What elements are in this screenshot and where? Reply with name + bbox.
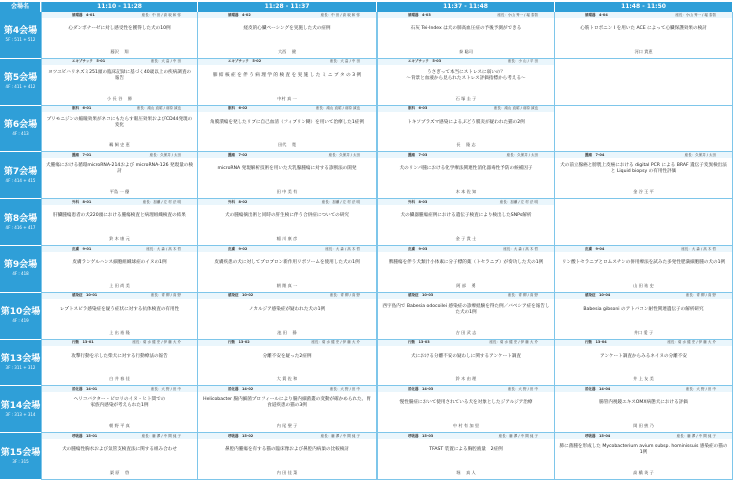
- session-code: 眼科 6-02: [228, 106, 248, 111]
- presenter-name: 平島 一 優: [109, 189, 130, 195]
- session-code: 行動 13-03: [408, 340, 430, 345]
- presentation-title: 犬腫瘍における循環microRNA-214および microRNA-126 発現量の検討: [46, 163, 193, 175]
- session-cell: [555, 340, 733, 387]
- session-chair: 座長：小山 秀一 / 堀 泰智: [675, 12, 716, 17]
- presenter-name: 鈴 木 由 理: [455, 376, 477, 382]
- session-cell: [377, 293, 555, 340]
- room-floor: 4F : 416 + 417: [5, 224, 36, 230]
- room-floor: 5F : 511 + 512: [5, 37, 36, 43]
- session-code: 循環器 4-04: [585, 12, 608, 17]
- session-chair: 座長：小 山 / 平 田: [507, 59, 538, 64]
- presenter-name: 田代 寛: [277, 142, 297, 148]
- presenter-name: 井口 愛 子: [633, 329, 654, 335]
- room-name: 第14会場: [0, 400, 41, 411]
- presenter-name: 中村 真 一: [277, 95, 297, 101]
- presenter-name: 藤沢 翔: [110, 48, 129, 54]
- presenter-name: 河口 貴恵: [634, 48, 653, 54]
- session-cell: [377, 246, 555, 293]
- presenter-name: 大 貫 佐 和: [276, 376, 298, 382]
- session-chair: 座長：藤 澤 / 中 間 純 子: [141, 433, 181, 438]
- presenter-name: 阿 部 勇: [456, 282, 476, 288]
- presenter-name: 石 塚 圭 子: [455, 95, 477, 101]
- presenter-name: 木 本 佐 知: [455, 189, 477, 195]
- session-code: 皮膚 9-04: [585, 246, 605, 251]
- session-chair: 座長：青 柳 / 高 野: [507, 293, 538, 298]
- time-slot-header: 11:28 - 11:37: [198, 2, 377, 12]
- presentation-title: 心筋トロポニン I を用いた ACE によって心臓保護効果の検討: [580, 26, 707, 31]
- session-cell: [198, 12, 377, 59]
- session-cell: [42, 59, 198, 106]
- room-floor: 4F : 418: [12, 271, 29, 277]
- session-code: 消化器 14-01: [72, 386, 98, 391]
- session-code: 行動 13-02: [228, 340, 250, 345]
- room-label: [0, 293, 41, 340]
- time-slot-header: 11:48 - 11:50: [555, 2, 733, 12]
- session-cell: [198, 386, 377, 433]
- room-label: [0, 59, 41, 106]
- session-chair: 座長：大 野 / 田 中: [329, 386, 360, 391]
- session-code: 皮膚 9-02: [228, 246, 248, 251]
- session-chair: 座長：滝山 直昭 / 前原 誠也: [136, 106, 181, 111]
- room-floor: 4F : 411 + 412: [5, 84, 36, 90]
- session-chair: 座長：菊 水 健 史 / 伊 藤 大 介: [489, 340, 538, 345]
- session-code: 感染症 10-02: [228, 293, 254, 298]
- presentation-title: 慢性腸症において使用されている犬を対象としたジアルジア治療: [399, 400, 533, 406]
- room-label: [0, 246, 41, 293]
- session-chair: 座長：中 田 / 高 坂 和 弥: [141, 12, 181, 17]
- session-code: 感染症 10-04: [585, 293, 611, 298]
- session-chair: 座長：藤 澤 / 中 間 純 子: [676, 433, 716, 438]
- session-cell: [555, 293, 733, 340]
- session-cell: [198, 106, 377, 153]
- session-code: 皮膚 9-03: [408, 246, 428, 251]
- session-cell: [198, 340, 377, 387]
- presenter-name: 鵜 飼 史 恵: [109, 142, 130, 148]
- session-code: 外科 8-03: [408, 199, 428, 204]
- session-chair: 座長：滝山 直昭 / 前原 誠也: [315, 106, 360, 111]
- presentation-title: 犬の腫瘍性胸水および気管支検査法に関する組み合わせ: [62, 447, 177, 453]
- presentation-title: 角膜潰瘍を発したリブに自己血清（フィブリン糊）を用いて治療した1症例: [210, 119, 364, 125]
- session-cell: [377, 59, 555, 106]
- session-chair: 座長：加瀬 / 左 村 法 明: [499, 199, 538, 204]
- session-cell: [42, 106, 198, 153]
- session-chair: 座長：中 田 / 高 坂 和 弥: [320, 12, 360, 17]
- session-code: 腫瘍 7-01: [72, 152, 92, 157]
- presentation-title: 経皮的心臓ペーシングを実施した犬の症例: [243, 26, 331, 31]
- presentation-title: Helicobacter 腸内細菌プロフィールにより腸内細菌叢の変動が確かめられた、胃食道疾患の猫の3例: [203, 397, 371, 409]
- presenter-name: 長 隆 志: [456, 142, 476, 148]
- room-label: [0, 199, 41, 246]
- session-code: 循環器 4-01: [72, 12, 95, 17]
- session-chair: 座長：藤 澤 / 中 間 純 子: [498, 433, 538, 438]
- session-code: 腫瘍 7-02: [228, 152, 248, 157]
- session-code: 感染症 10-01: [72, 293, 98, 298]
- session-cell: [198, 433, 377, 480]
- session-code: 腫瘍 7-03: [408, 152, 428, 157]
- session-chair: 座長：大 森 / 高 木 哲: [681, 246, 716, 251]
- presentation-title: アンケート調査からみるネイヌの分離不安: [600, 353, 687, 359]
- presenter-name: 山 田 祐 史: [633, 282, 654, 288]
- presentation-title: TFAST 装置による胸腔液量 2症例: [429, 447, 503, 453]
- presenter-name: 井 上 友 美: [633, 376, 654, 382]
- session-chair: 座長：久保井 / 太田: [506, 152, 538, 157]
- session-code: 感染症 10-03: [408, 293, 434, 298]
- session-cell: [555, 433, 733, 480]
- session-code: 呼吸器 15-02: [228, 433, 254, 438]
- room-label: [0, 12, 41, 59]
- presenter-name: 上 田 尚 美: [109, 282, 130, 288]
- session-code: 行動 13-01: [72, 340, 94, 345]
- session-cell: [198, 199, 377, 246]
- session-cell: [198, 59, 377, 106]
- room-label: [0, 340, 41, 387]
- session-code: 眼科 6-03: [408, 106, 428, 111]
- room-name: 第5会場: [3, 73, 38, 84]
- room-name: 第10会場: [0, 307, 41, 318]
- session-code: 呼吸器 15-04: [585, 433, 611, 438]
- session-cell: [377, 106, 555, 153]
- room-name: 第8会場: [3, 213, 38, 224]
- session-cell: [42, 246, 198, 293]
- presentation-title: ノカルジア感染症が疑われた犬の1例: [248, 306, 326, 312]
- presentation-title: リン酸トセラニブとロムスチンの併用療法を試みた多発性肥満細胞腫の犬の1例: [561, 260, 726, 265]
- session-cell: [42, 386, 198, 433]
- presentation-title: 犬における分離不安の疑わしに関するアンケート調査: [411, 353, 521, 359]
- session-cell: [555, 386, 733, 433]
- presenter-name: 白 井 春 佳: [109, 376, 130, 382]
- presenter-name: 朝 隈 真 一: [276, 282, 298, 288]
- session-code: エキゾチック 5-03: [408, 59, 442, 64]
- session-chair: 座長：大 野 / 田 中: [150, 386, 181, 391]
- room-floor: 3F : 311 + 312: [5, 364, 36, 370]
- session-code: 皮膚 9-01: [72, 246, 92, 251]
- presenter-name: 高 橋 英 子: [633, 469, 654, 475]
- session-cell: [377, 340, 555, 387]
- presentation-title: microRNA 発現解析技術を用いた犬乳腺腫瘍に対する診断法の開発: [217, 166, 357, 172]
- session-code: 腫瘍 7-04: [585, 152, 605, 157]
- presentation-title: 攻撃行動を示した柴犬に対する行動療法の報告: [71, 353, 168, 359]
- presentation-title: レプトスピラ感染症を疑う症状に対する抗体検査の有用性: [59, 306, 180, 312]
- presenter-name: 吉 田 武 志: [455, 329, 477, 335]
- presenter-name: 栗 原 啓: [109, 469, 130, 475]
- presentation-title: 犬の臓器腫瘍症例における遺伝子検査により検出したSNPs解析: [400, 213, 532, 219]
- presenter-name: 中 村 有 加 里: [452, 423, 480, 429]
- session-cell: [555, 152, 733, 199]
- session-chair: 座長：菊 水 健 史 / 伊 藤 大 介: [667, 340, 716, 345]
- session-cell: [42, 199, 198, 246]
- presenter-name: 堀 真 人: [456, 469, 476, 475]
- presentation-title: 脾腫瘍を伴う犬類汁小体素に分子標的薬（トセラニブ）が奏功した犬の1例: [388, 260, 544, 265]
- session-chair: 座長：滝山 直昭 / 前原 誠也: [493, 106, 538, 111]
- session-chair: 座長：久保井 / 太田: [149, 152, 181, 157]
- presenter-name: 金 谷 王 平: [633, 189, 654, 195]
- session-code: 呼吸器 15-01: [72, 433, 98, 438]
- room-label: [0, 106, 41, 153]
- presenter-name: 稲 川 康 彦: [276, 235, 298, 241]
- room-name: 第7会場: [3, 166, 38, 177]
- session-chair: 座長：青 柳 / 高 野: [685, 293, 716, 298]
- presentation-title: プリモニジンの縮瞳効果がネコにもたらす眼圧効果およびCD44発現の変化: [46, 116, 193, 128]
- presentation-title: 西宇島内で Babesia odocoilei 感染症の診療経験を得た例／バベシア症を報告した犬の1例: [382, 303, 550, 315]
- presentation-title: 肝臓腫瘍患者の犬220頭における腫瘍検査と病理組織検査の結果: [53, 213, 186, 219]
- room-floor: 3F : 313 + 314: [5, 411, 36, 417]
- presentation-title: ヨツユビハリネズミ251頭の臨床記録に基づく40歳以上の疾病調査の報告: [47, 69, 192, 81]
- session-cell: [377, 433, 555, 480]
- room-label: [0, 152, 41, 199]
- session-chair: 座長：小山 秀一 / 堀 泰智: [497, 12, 538, 17]
- session-cell: [42, 12, 198, 59]
- session-code: 外科 8-01: [72, 199, 92, 204]
- session-cell: [377, 386, 555, 433]
- session-cell: [198, 152, 377, 199]
- presentation-title: 皮膚ランゲルハンス細胞組織球症のイヌの1例: [72, 260, 167, 265]
- presenter-name: 池 田 静: [277, 329, 297, 335]
- session-cell: [198, 246, 377, 293]
- session-chair: 座長：久保井 / 太田: [328, 152, 360, 157]
- presentation-title: 鼻腔内腫瘍を有する猫の臨床像および鼻腔内病巣の比較検討: [224, 447, 350, 453]
- session-chair: 座長：加瀬 / 左 村 法 明: [321, 199, 360, 204]
- room-floor: 3F : 315: [12, 458, 29, 464]
- session-chair: 座長：青 柳 / 高 野: [150, 293, 181, 298]
- room-name: 第13会場: [0, 353, 41, 364]
- room-name: 第9会場: [3, 260, 38, 271]
- session-chair: 座長：藤 澤 / 中 間 純 子: [320, 433, 360, 438]
- presentation-title: 腸管内視鏡エキスOMX病態犬における評価: [599, 400, 688, 406]
- header-room-label: 会場名: [0, 2, 41, 12]
- session-cell: [555, 246, 733, 293]
- session-code: エキゾチック 5-02: [228, 59, 262, 64]
- presenter-name: 内 田 佳 菜: [276, 469, 298, 475]
- session-cell: [198, 293, 377, 340]
- presentation-title: 皮膚疾患の犬に対してプロブロン新作用リポソームを使用した犬の1例: [214, 260, 360, 265]
- session-code: エキゾチック 5-01: [72, 59, 106, 64]
- session-cell: [555, 199, 733, 246]
- room-floor: 4F : 419: [12, 318, 29, 324]
- session-code: 行動 13-04: [585, 340, 607, 345]
- presentation-title: Babesia gibsoni のアトバコン耐性関連遺伝子の解析研究: [583, 306, 704, 312]
- session-cell: [555, 106, 733, 153]
- session-chair: 座長：久保井 / 太田: [684, 152, 716, 157]
- presentation-title: 石灰 Tei-Index は犬の肺高血圧症の予後予測ができる: [410, 26, 522, 31]
- session-code: 循環器 4-03: [408, 12, 431, 17]
- session-code: 呼吸器 15-03: [408, 433, 434, 438]
- presentation-title: 犬の前立腺癌と膀胱上皮癌における digital PCR による BRAF 遺伝子変異検出法と Liquid biopsy の有用性評価: [560, 163, 727, 175]
- session-code: 消化器 14-03: [408, 386, 434, 391]
- presentation-title: 分離不安を疑った2症例: [262, 353, 312, 359]
- session-code: 循環器 4-02: [228, 12, 251, 17]
- session-chair: 座長：大 野 / 田 中: [685, 386, 716, 391]
- session-cell: [555, 59, 733, 106]
- presentation-title: 心ダンボナーゼに対し感受性を獲得した犬の10例: [68, 26, 171, 31]
- session-chair: 座長：菊 水 健 史 / 伊 藤 大 介: [132, 340, 181, 345]
- session-chair: 座長：大 畠 / 中 田: [150, 59, 181, 64]
- room-name: 第6会場: [3, 119, 38, 130]
- session-chair: 座長：菊 水 健 史 / 伊 藤 大 介: [311, 340, 360, 345]
- presenter-name: 内 尾 聖 子: [276, 423, 298, 429]
- session-chair: 座長：大 森 / 高 木 哲: [503, 246, 538, 251]
- session-chair: 座長：青 柳 / 高 野: [329, 293, 360, 298]
- presentation-title: うさぎって本当にストレスに弱いの？ 〜背景と血液から見られたストレス評価指標から考える〜: [406, 69, 526, 81]
- session-cell: [377, 12, 555, 59]
- session-cell: [42, 340, 198, 387]
- session-cell: [377, 199, 555, 246]
- session-cell: [42, 293, 198, 340]
- session-cell: [42, 152, 198, 199]
- presenter-name: 田 中 美 有: [276, 189, 298, 195]
- session-chair: 座長：加瀬 / 左 村 法 明: [142, 199, 181, 204]
- presentation-title: 犬の腫瘍摘出術と同時の肝生検に伴う合併症についての研究: [225, 213, 349, 219]
- room-floor: 4F : 413: [12, 130, 29, 136]
- session-chair: 座長：大 野 / 田 中: [507, 386, 538, 391]
- presentation-title: 肺に菌腫を形成した Mycobacterium avium subsp. hominissuis 感染症の猫の1例: [559, 444, 728, 456]
- presentation-title: 犬のリンパ腫における化学療法関連性消化器毒性予防の候補因子: [399, 166, 533, 172]
- session-code: 外科 8-02: [228, 199, 248, 204]
- session-code: 消化器 14-04: [585, 386, 611, 391]
- room-label: [0, 433, 41, 480]
- session-cell: [555, 12, 733, 59]
- room-floor: 4F : 414 + 415: [5, 177, 36, 183]
- presenter-name: 鈴 木 康 元: [109, 235, 130, 241]
- presenter-name: 泰 聡司: [459, 48, 473, 54]
- presenter-name: 大西 健: [277, 48, 297, 54]
- session-cell: [377, 152, 555, 199]
- session-chair: 座長：大 森 / 高 木 哲: [325, 246, 360, 251]
- room-label: [0, 386, 41, 433]
- presentation-title: ヘリコバクター・ピロリのイヌ・ヒト間での 家族内感染が考えられた1例: [73, 397, 166, 409]
- time-slot-header: 11:10 - 11:28: [42, 2, 198, 12]
- presenter-name: 上 出 裕 隆: [109, 329, 130, 335]
- session-cell: [42, 433, 198, 480]
- session-code: 消化器 14-02: [228, 386, 254, 391]
- presenter-name: 朝 野 平 真: [109, 423, 130, 429]
- session-chair: 座長：大 畠 / 中 田: [329, 59, 360, 64]
- presenter-name: 小 長 谷 勝: [107, 95, 132, 101]
- session-code: 眼科 6-01: [72, 106, 92, 111]
- session-chair: 座長：大 森 / 高 木 哲: [146, 246, 181, 251]
- presentation-title: 肺 結 核 症 を 伴 う 病 理 学 的 検 査 を 実 施 し た ミ ニ ブ タ の 3 例: [212, 72, 362, 78]
- room-name: 第15会場: [0, 447, 41, 458]
- room-name: 第4会場: [3, 26, 38, 37]
- presenter-name: 岡 田 綾 乃: [633, 423, 654, 429]
- time-slot-header: 11:37 - 11:48: [377, 2, 555, 12]
- presenter-name: 金 子 貴 士: [455, 235, 477, 241]
- presentation-title: トキソプラズマ感染によるぶどう膜炎が疑われた猫の2例: [407, 119, 525, 125]
